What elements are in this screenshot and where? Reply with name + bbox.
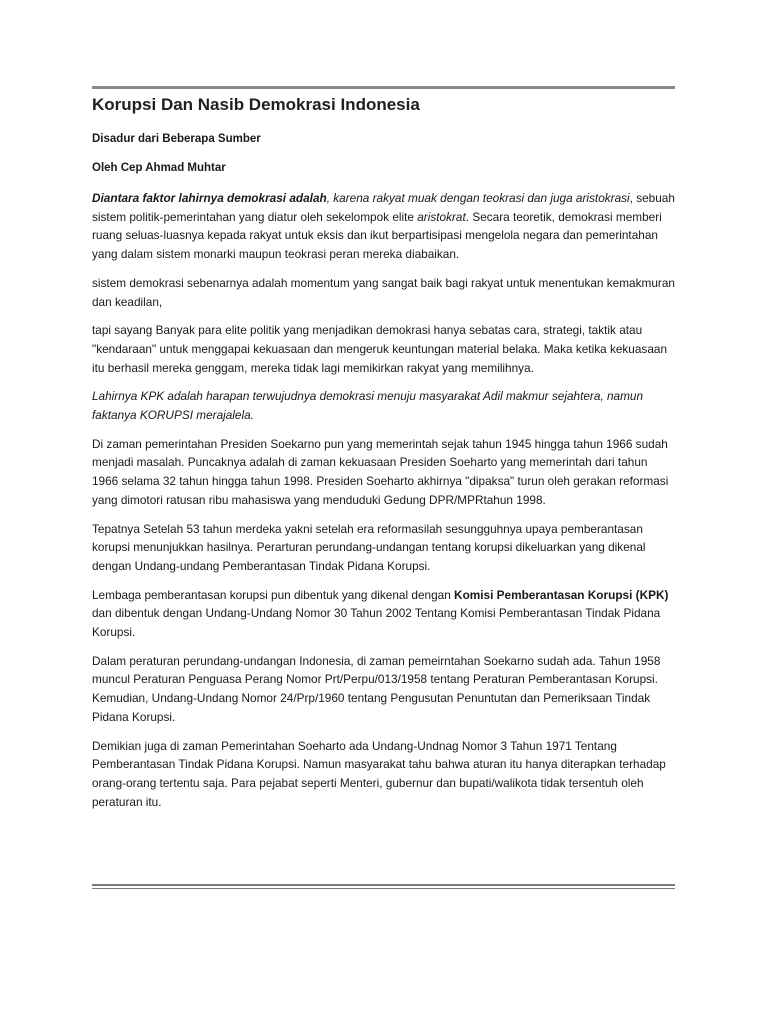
paragraph-6: Tepatnya Setelah 53 tahun merdeka yakni setelah era reformasilah sesungguhnya upaya pemberantasan korupsi menunjukkan hasilnya. Perarturan perundang-undangan tentang korupsi dikeluarkan yang dikenal dengan Undang-undang Pemberantasan Tindak Pidana Korupsi.: [92, 521, 646, 573]
document-content: [92, 94, 675, 811]
kpk-name: Komisi Pemberantasan Korupsi (KPK): [454, 587, 669, 602]
source-note: Disadur dari Beberapa Sumber: [92, 133, 261, 145]
paragraph-4: Lahirnya KPK adalah harapan terwujudnya demokrasi menuju masyarakat Adil makmur sejahtera, namun faktanya KORUPSI merajalela.: [92, 389, 644, 423]
top-rule: [92, 86, 675, 89]
paragraph-1-mid-italic: aristokrat: [417, 209, 466, 224]
author-line: Oleh Cep Ahmad Muhtar: [92, 162, 226, 174]
paragraph-1-lead: Diantara faktor lahirnya demokrasi adalah: [92, 191, 327, 205]
document-title: Korupsi Dan Nasib Demokrasi Indonesia: [92, 95, 420, 114]
paragraph-9: Demikian juga di zaman Pemerintahan Soeharto ada Undang-Undnag Nomor 3 Tahun 1971 Tentang Pemberantasan Tindak Pidana Korupsi. Namun masyarakat tahu bahwa aturan itu hanya diterapkan terhadap orang-orang tertentu saja. Para pejabat seperti Menteri, gubernur dan bupati/walikota tidak tersentuh oleh peraturan itu.: [92, 738, 666, 809]
paragraph-7-post: dan dibentuk dengan Undang-Undang Nomor 30 Tahun 2002 Tentang Komisi Pemberantasan Tindak Pidana Korupsi.: [92, 606, 661, 640]
paragraph-5: Di zaman pemerintahan Presiden Soekarno pun yang memerintah sejak tahun 1945 hingga tahun 1966 sudah menjadi masalah. Puncaknya adalah di zaman kekuasaan Presiden Soeharto yang memerintah dari tahun 1966 selama 32 tahun hingga tahun 1998. Presiden Soeharto akhirnya "dipaksa" turun oleh gerakan reformasi yang dimotori ratusan ribu mahasiswa yang menduduki Gedung DPR/MPRtahun 1998.: [92, 436, 669, 507]
paragraph-7-pre: Lembaga pemberantasan korupsi pun dibentuk yang dikenal dengan: [92, 587, 455, 602]
paragraph-7: [92, 586, 675, 642]
paragraph-1-lead-italic: , karena rakyat muak dengan teokrasi dan juga aristokrasi: [326, 191, 630, 205]
paragraph-1-mid: , sebuah sistem politik-pemerintahan yang diatur oleh sekelompok elite: [92, 191, 675, 224]
paragraph-1: [92, 189, 675, 264]
paragraph-2: sistem demokrasi sebenarnya adalah momentum yang sangat baik bagi rakyat untuk menentukan kemakmuran dan keadilan,: [92, 275, 675, 309]
paragraph-3: tapi sayang Banyak para elite politik yang menjadikan demokrasi hanya sebatas cara, strategi, taktik atau "kendaraan" untuk menggapai kekuasaan dan mengeruk keuntungan material belaka. Maka ketika kekuasaan itu berhasil mereka genggam, mereka tidak lagi memikirkan rakyat yang memilihnya.: [92, 323, 668, 375]
bottom-rule: [92, 884, 675, 889]
paragraph-1-rest: . Secara teoretik, demokrasi memberi ruang seluas-luasnya kepada rakyat untuk eksis dan ikut berpartisipasi mengelola negara dan pemerintahan yang dalam sistem monarki maupun teokrasi peran mereka diabaikan.: [92, 209, 662, 262]
paragraph-8: Dalam peraturan perundang-undangan Indonesia, di zaman pemeirntahan Soekarno sudah ada. Tahun 1958 muncul Peraturan Penguasa Perang Nomor Prt/Perpu/013/1958 tentang Peraturan Pemberantasan Korupsi. Kemudian, Undang-Undang Nomor 24/Prp/1960 tentang Pengusutan Penuntutan dan Pemeriksaan Tindak Pidana Korupsi.: [92, 653, 661, 724]
